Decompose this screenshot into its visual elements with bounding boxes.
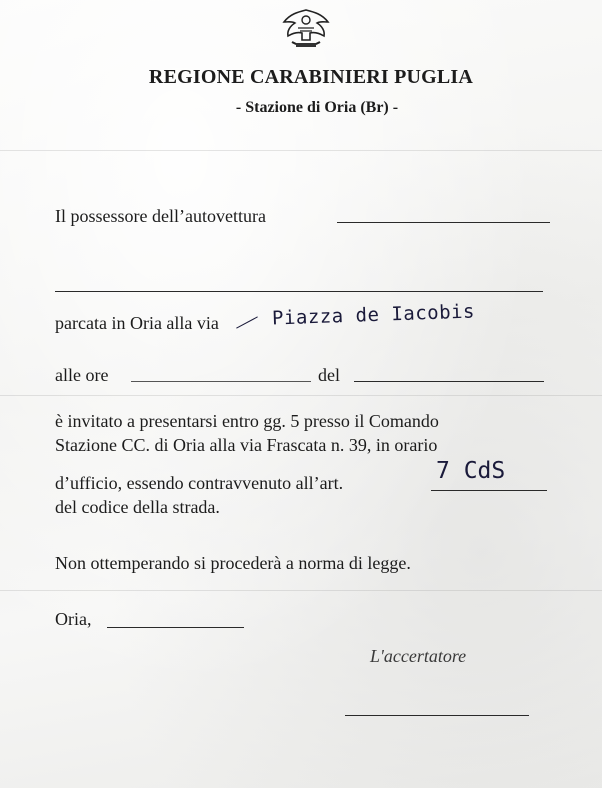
invite-line-2: Stazione CC. di Oria alla via Frascata n. 39, in orario [55, 435, 438, 455]
invite-line-1: è invitato a presentarsi entro gg. 5 presso il Comando [55, 411, 439, 431]
signature-line [345, 715, 529, 716]
article-blank-line [431, 490, 547, 491]
legal-warning: Non ottemperando si procederà a norma di legge. [55, 553, 411, 573]
place-date-blank-line [107, 627, 244, 628]
notice-title: REGIONE CARABINIERI PUGLIA [148, 66, 474, 88]
owner-label: Il possessore dell’autovettura [55, 206, 266, 226]
handwritten-article: 7 CdS [436, 458, 506, 484]
date-label: del [318, 365, 340, 385]
paper-crease [0, 590, 602, 591]
carabinieri-emblem-icon [278, 6, 334, 52]
parked-label: parcata in Oria alla via [55, 313, 219, 333]
invite-line-3: d’ufficio, essendo contravvenuto all’art. [55, 473, 344, 493]
paper-crease [0, 395, 602, 396]
handwritten-place: Piazza de Iacobis [271, 300, 476, 330]
vehicle-second-blank-line [55, 291, 543, 292]
time-blank-line [131, 381, 311, 382]
time-label: alle ore [55, 365, 109, 385]
strikethrough-mark [236, 316, 258, 328]
paper-crease [0, 150, 602, 151]
place-date-label: Oria, [55, 609, 92, 629]
signature-label: L'accertatore [370, 646, 467, 666]
vehicle-blank-line [337, 222, 550, 223]
station-subtitle: - Stazione di Oria (Br) - [235, 99, 399, 116]
invite-line-4: del codice della strada. [55, 497, 220, 517]
date-blank-line [354, 381, 544, 382]
